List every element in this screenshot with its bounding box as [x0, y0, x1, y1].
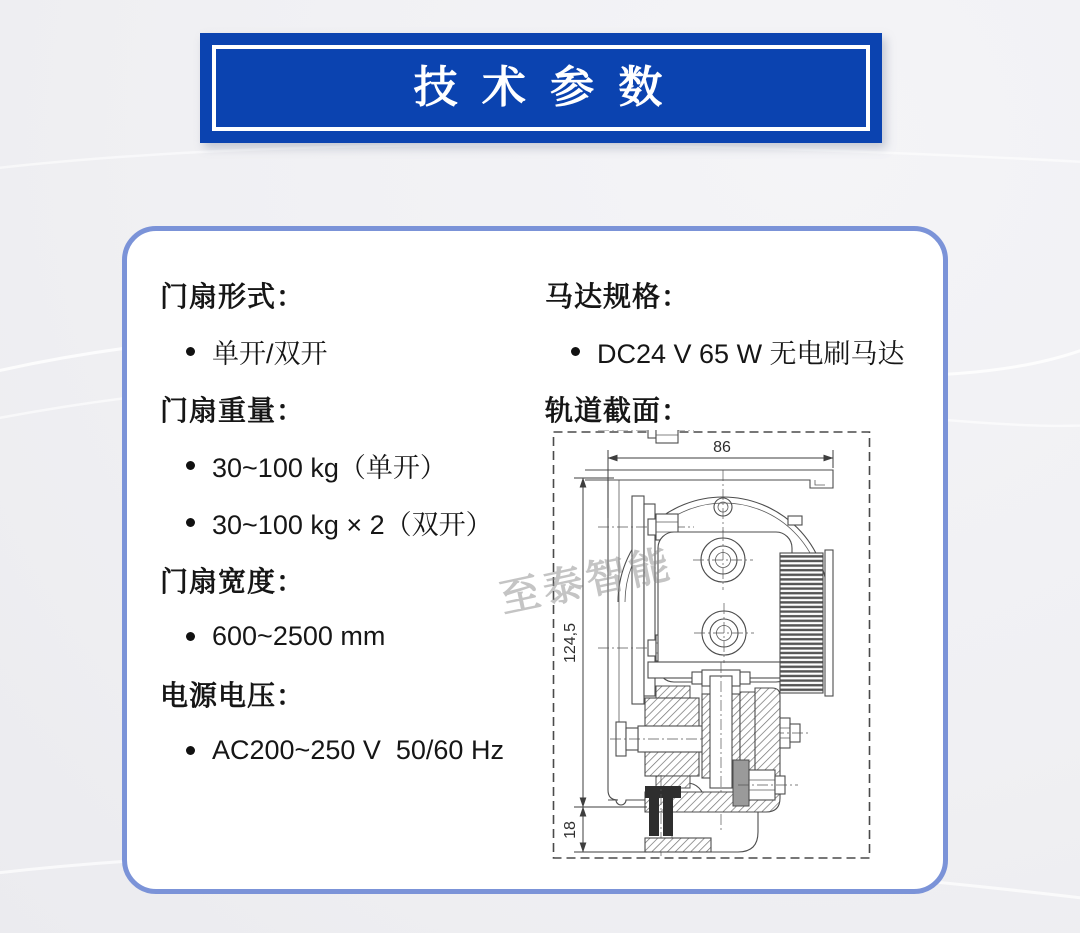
roller-carriage [648, 530, 798, 694]
heading-label: 轨道截面： [545, 394, 691, 426]
heading-label: 电源电压： [160, 679, 306, 711]
spec-value: 600~2500 mm [212, 621, 386, 651]
spec-heading-door-weight [160, 380, 550, 437]
spec-heading-motor [545, 266, 955, 323]
bullet-dot-icon [186, 347, 195, 356]
spec-heading-door-width [160, 551, 550, 608]
spec-item [160, 494, 550, 551]
spec-item [160, 608, 550, 665]
dim-label-86: 86 [713, 439, 731, 456]
bullet-dot-icon [571, 347, 580, 356]
bullet-dot-icon [186, 632, 195, 641]
belt-pulley [780, 550, 833, 696]
dim-label-124-5: 124,5 [562, 622, 579, 664]
spec-value: 30~100 kg（单开） [212, 453, 447, 483]
spec-item [160, 437, 550, 494]
bullet-dot-icon [186, 746, 195, 755]
title-banner [200, 33, 882, 143]
spec-column-right [545, 266, 955, 437]
spec-item [160, 323, 550, 380]
brand-watermark: 至泰智能 [496, 542, 678, 622]
spec-item [545, 323, 955, 380]
bullet-dot-icon [186, 518, 195, 527]
spec-heading-power-voltage [160, 665, 550, 722]
spec-heading-track-section [545, 380, 955, 437]
spec-value: DC24 V 65 W 无电刷马达 [597, 339, 905, 369]
heading-label: 门扇重量： [160, 394, 306, 426]
spec-value: 单开/双开 [212, 339, 328, 369]
spec-heading-door-type [160, 266, 550, 323]
dimension-height-18 [562, 807, 647, 852]
spec-value: 30~100 kg × 2（双开） [212, 510, 493, 540]
title-banner-inner-border [212, 45, 870, 131]
dim-label-18: 18 [562, 821, 579, 839]
heading-label: 门扇宽度： [160, 565, 306, 597]
bullet-dot-icon [186, 461, 195, 470]
heading-label: 马达规格： [545, 280, 691, 312]
spec-column-left [160, 266, 550, 779]
spec-item [160, 722, 550, 779]
heading-label: 门扇形式： [160, 280, 306, 312]
track-cross-section-drawing [552, 430, 872, 860]
page-title: 技 术 参 数 [413, 63, 669, 112]
spec-value: AC200~250 V 50/60 Hz [212, 735, 504, 765]
